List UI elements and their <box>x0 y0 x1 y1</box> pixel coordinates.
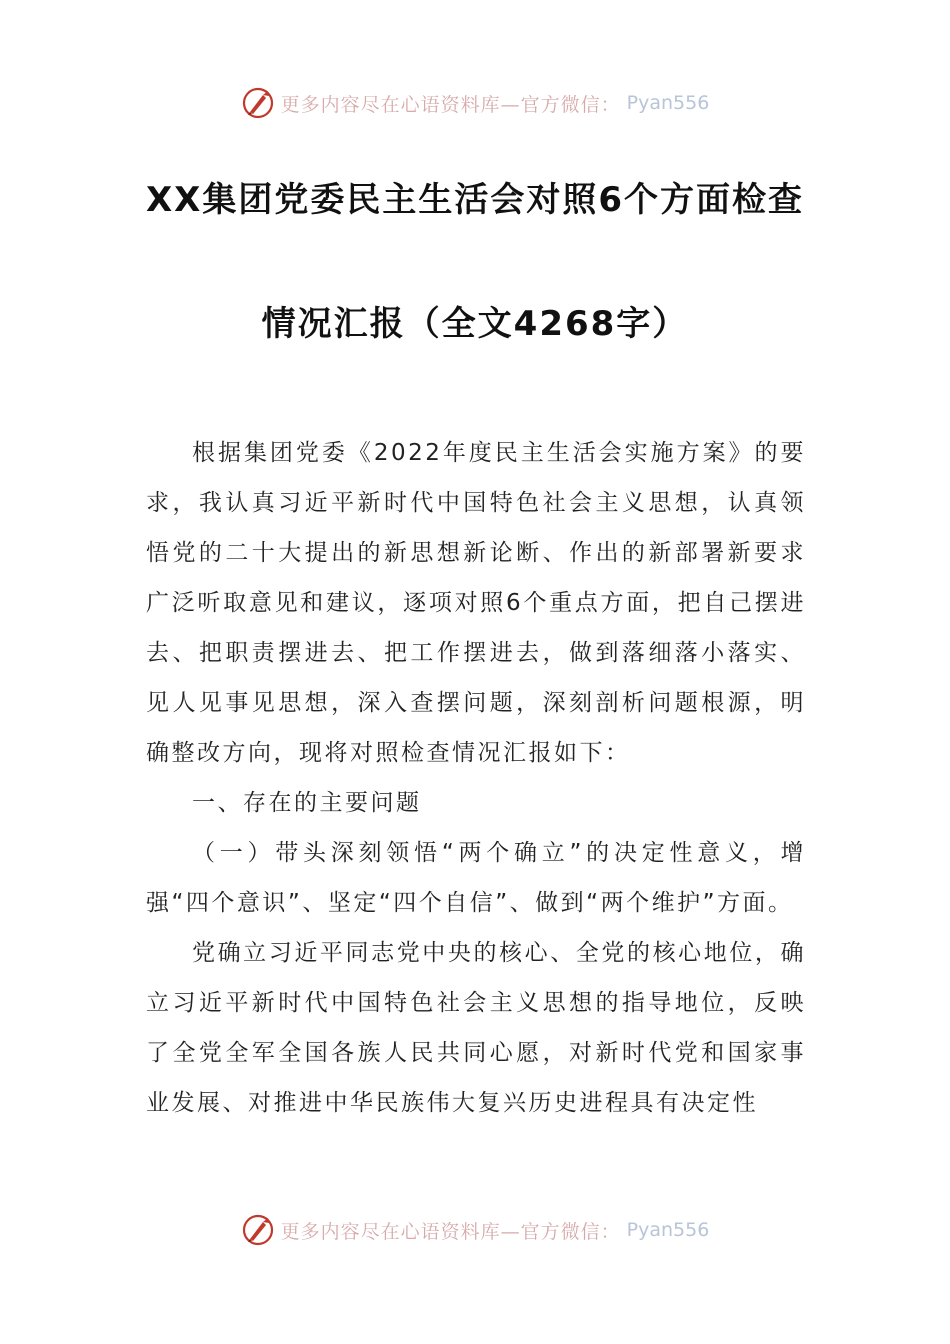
banner-text: 更多内容尽在心语资料库—官方微信： <box>280 1220 621 1243</box>
document-body <box>146 428 806 1128</box>
header-watermark-banner <box>0 83 950 123</box>
paragraph-intro: 根据集团党委《2022年度民主生活会实施方案》的要求，我认真习近平新时代中国特色社会主义思想，认真领悟党的二十大提出的新思想新论断、作出的新部署新要求广泛听取意见和建议，逐项对照6个重点方面，把自己摆进去、把职责摆进去、把工作摆进去，做到落细落小落实、见人见事见思想，深入查摆问题，深刻剖析问题根源，明确整改方向，现将对照检查情况汇报如下： <box>146 440 806 766</box>
document-title-line-1: XX集团党委民主生活会对照6个方面检查 <box>145 180 805 220</box>
footer-watermark-banner <box>0 1210 950 1250</box>
quill-pen-logo-icon <box>241 1213 275 1247</box>
document-title-line-2: 情况汇报（全文4268字） <box>261 304 689 344</box>
section-heading: 一、存在的主要问题 <box>192 790 422 816</box>
wechat-id: Pyan556 <box>626 92 710 114</box>
subsection-heading: （一）带头深刻领悟“两个确立”的决定性意义，增强“四个意识”、坚定“四个自信”、做到“两个维护”方面。 <box>146 840 806 916</box>
wechat-id: Pyan556 <box>626 1219 710 1241</box>
quill-pen-logo-icon <box>241 86 275 120</box>
paragraph-body: 党确立习近平同志党中央的核心、全党的核心地位，确立习近平新时代中国特色社会主义思想的指导地位，反映了全党全军全国各族人民共同心愿，对新时代党和国家事业发展、对推进中华民族伟大复兴历史进程具有决定性 <box>146 940 806 1116</box>
banner-text: 更多内容尽在心语资料库—官方微信： <box>280 93 621 116</box>
